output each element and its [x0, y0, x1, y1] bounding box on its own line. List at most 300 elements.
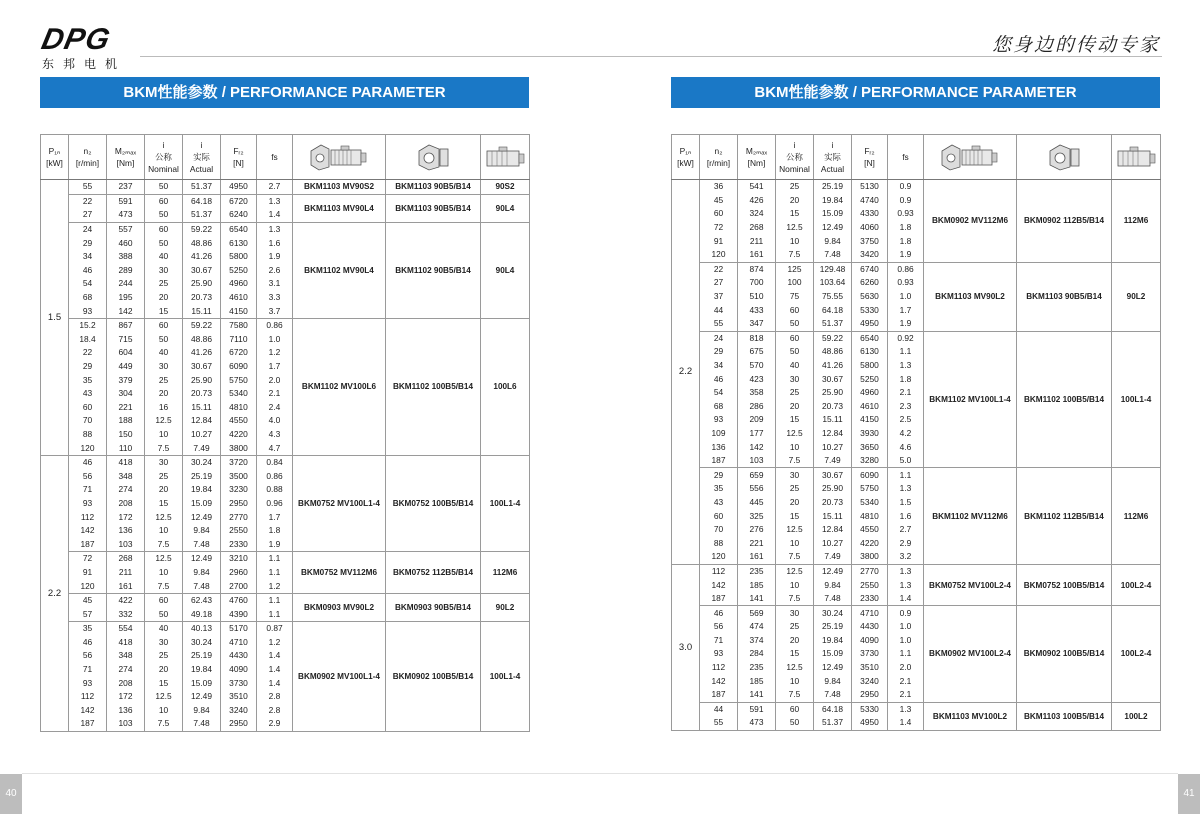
table-cell: 818 [738, 331, 776, 345]
table-cell: 211 [738, 234, 776, 248]
table-cell: 3500 [221, 469, 257, 483]
table-cell: 1.1 [888, 345, 924, 359]
table-cell: 1.8 [257, 524, 293, 538]
motor-model: 112M6 [481, 552, 530, 594]
table-row [672, 180, 1161, 194]
gearmotor-icon [309, 143, 369, 171]
table-cell: 1.1 [257, 593, 293, 607]
table-cell: 304 [107, 387, 145, 401]
table-cell: 25.90 [183, 277, 221, 291]
table-cell: 50 [145, 180, 183, 195]
table-cell: 29 [69, 360, 107, 374]
table-cell: 70 [700, 523, 738, 537]
table-cell: 4090 [852, 634, 888, 648]
table-cell: 675 [738, 345, 776, 359]
table-cell: 29 [700, 345, 738, 359]
table-row [672, 262, 1161, 276]
table-cell: 41.26 [183, 346, 221, 360]
table-cell: 1.5 [888, 496, 924, 510]
table-cell: 46 [69, 636, 107, 650]
table-cell: 4950 [221, 180, 257, 195]
table-cell: 1.3 [888, 578, 924, 592]
table-cell: 460 [107, 236, 145, 250]
table-cell: 0.86 [257, 469, 293, 483]
table-cell: 0.84 [257, 455, 293, 469]
table-cell: 40 [776, 359, 814, 373]
gearmotor-model: BKM1102 MV90L4 [293, 222, 386, 318]
table-cell: 22 [69, 346, 107, 360]
table-cell: 6720 [221, 346, 257, 360]
table-cell: 4740 [852, 194, 888, 208]
logo-mark: DPG [38, 23, 114, 56]
table-cell: 0.86 [888, 262, 924, 276]
table-cell: 235 [738, 661, 776, 675]
table-cell: 10 [776, 674, 814, 688]
table-cell: 332 [107, 607, 145, 621]
table-cell: 10.27 [183, 428, 221, 442]
table-cell: 7.48 [183, 717, 221, 731]
col-ratio-actual: i 实际 Actual [183, 135, 221, 180]
table-cell: 60 [776, 303, 814, 317]
table-cell: 2.9 [888, 536, 924, 550]
table-cell: 7.48 [814, 592, 852, 606]
table-cell: 7.5 [776, 592, 814, 606]
table-cell: 51.37 [183, 180, 221, 195]
table-cell: 2950 [852, 688, 888, 702]
table-cell: 15 [145, 676, 183, 690]
table-cell: 10 [145, 524, 183, 538]
table-cell: 141 [738, 592, 776, 606]
table-cell: 4550 [221, 414, 257, 428]
table-cell: 103 [107, 717, 145, 731]
motor-model: 90L4 [481, 194, 530, 222]
table-cell: 3800 [852, 550, 888, 564]
table-cell: 9.84 [183, 524, 221, 538]
table-cell: 221 [107, 401, 145, 415]
table-cell: 37 [700, 290, 738, 304]
table-cell: 15 [776, 413, 814, 427]
table-cell: 7.5 [776, 454, 814, 468]
table-cell: 44 [700, 702, 738, 716]
table-cell: 15.11 [814, 509, 852, 523]
table-cell: 1.2 [257, 579, 293, 593]
gearmotor-model: BKM0752 MV112M6 [293, 552, 386, 594]
table-cell: 25 [776, 482, 814, 496]
gearmotor-model: BKM0902 MV112M6 [924, 180, 1017, 263]
table-cell: 379 [107, 373, 145, 387]
table-cell: 40 [145, 622, 183, 636]
table-cell: 25.90 [814, 386, 852, 400]
table-cell: 2.6 [257, 264, 293, 278]
table-cell: 35 [69, 622, 107, 636]
table-cell: 3930 [852, 427, 888, 441]
table-cell: 268 [107, 552, 145, 566]
table-cell: 12.5 [776, 221, 814, 235]
table-cell: 25 [776, 386, 814, 400]
table-cell: 12.5 [145, 552, 183, 566]
table-cell: 29 [69, 236, 107, 250]
table-cell: 1.0 [888, 634, 924, 648]
table-cell: 41.26 [814, 359, 852, 373]
table-cell: 187 [69, 717, 107, 731]
table-cell: 25 [145, 649, 183, 663]
table-cell: 867 [107, 318, 145, 332]
table-cell: 4220 [221, 428, 257, 442]
table-cell: 1.9 [257, 250, 293, 264]
table-cell: 3.7 [257, 304, 293, 318]
table-cell: 1.3 [888, 482, 924, 496]
table-cell: 60 [69, 401, 107, 415]
table-cell: 46 [700, 606, 738, 620]
table-cell: 2770 [852, 564, 888, 578]
table-cell: 12.49 [814, 564, 852, 578]
motor-model: 100L1-4 [481, 455, 530, 551]
table-cell: 24 [700, 331, 738, 345]
table-cell: 20 [145, 387, 183, 401]
table-cell: 172 [107, 690, 145, 704]
col-torque: M₂ₘₐₓ [Nm] [738, 135, 776, 180]
table-cell: 56 [700, 620, 738, 634]
gearmotor-model: BKM1103 MV90L4 [293, 194, 386, 222]
table-cell: 15 [776, 647, 814, 661]
table-cell: 110 [107, 441, 145, 455]
table-cell: 4810 [221, 401, 257, 415]
table-cell: 7580 [221, 318, 257, 332]
table-cell: 72 [700, 221, 738, 235]
table-cell: 60 [776, 702, 814, 716]
gearmotor-model: BKM1102 MV112M6 [924, 468, 1017, 564]
table-row [41, 318, 530, 332]
table-cell: 325 [738, 509, 776, 523]
table-cell: 4760 [221, 593, 257, 607]
table-cell: 45 [700, 194, 738, 208]
table-cell: 30.67 [183, 360, 221, 374]
table-cell: 88 [69, 428, 107, 442]
table-cell: 324 [738, 207, 776, 221]
table-cell: 2700 [221, 579, 257, 593]
reducer-model: BKM1103 90B5/B14 [1017, 262, 1112, 331]
table-cell: 25 [776, 620, 814, 634]
table-cell: 4610 [852, 400, 888, 414]
table-cell: 25.19 [183, 469, 221, 483]
table-cell: 7.5 [145, 579, 183, 593]
table-cell: 348 [107, 649, 145, 663]
table-cell: 4.0 [257, 414, 293, 428]
table-row [41, 552, 530, 566]
table-cell: 55 [69, 180, 107, 195]
table-cell: 46 [700, 372, 738, 386]
table-cell: 3650 [852, 440, 888, 454]
table-cell: 30.67 [814, 468, 852, 482]
table-cell: 569 [738, 606, 776, 620]
table-cell: 2.3 [888, 400, 924, 414]
table-cell: 141 [738, 688, 776, 702]
table-cell: 54 [69, 277, 107, 291]
table-cell: 56 [69, 469, 107, 483]
table-cell: 1.1 [257, 566, 293, 580]
table-cell: 59.22 [814, 331, 852, 345]
table-cell: 40 [145, 346, 183, 360]
table-cell: 700 [738, 276, 776, 290]
table-cell: 50 [145, 607, 183, 621]
table-cell: 15.11 [183, 401, 221, 415]
table-cell: 59.22 [183, 318, 221, 332]
table-cell: 541 [738, 180, 776, 194]
gearmotor-model: BKM0902 MV100L2-4 [924, 606, 1017, 702]
table-cell: 4090 [221, 663, 257, 677]
table-cell: 40.13 [183, 622, 221, 636]
table-cell: 4610 [221, 291, 257, 305]
col-ratio-nominal: i 公称 Nominal [145, 135, 183, 180]
col-reducer [386, 135, 481, 180]
power-cell: 3.0 [672, 564, 700, 730]
table-cell: 25 [776, 180, 814, 194]
table-cell: 211 [107, 566, 145, 580]
table-cell: 4950 [852, 317, 888, 331]
table-cell: 43 [700, 496, 738, 510]
col-ratio-actual: i 实际 Actual [814, 135, 852, 180]
reducer-model: BKM0752 100B5/B14 [386, 455, 481, 551]
table-cell: 20 [776, 194, 814, 208]
table-cell: 50 [145, 236, 183, 250]
table-cell: 1.3 [257, 222, 293, 236]
table-cell: 426 [738, 194, 776, 208]
gearmotor-model: BKM0902 MV100L1-4 [293, 622, 386, 732]
table-cell: 3510 [852, 661, 888, 675]
table-cell: 60 [145, 194, 183, 208]
table-cell: 50 [776, 716, 814, 730]
table-cell: 3.2 [888, 550, 924, 564]
table-cell: 22 [700, 262, 738, 276]
table-cell: 1.6 [257, 236, 293, 250]
table-cell: 1.0 [888, 290, 924, 304]
table-cell: 1.4 [257, 208, 293, 222]
page-number-right: 41 [1178, 774, 1200, 814]
table-cell: 3240 [221, 704, 257, 718]
table-cell: 62.43 [183, 593, 221, 607]
table-cell: 27 [700, 276, 738, 290]
table-cell: 15.09 [183, 497, 221, 511]
table-cell: 4960 [221, 277, 257, 291]
gearmotor-model: BKM1103 MV90S2 [293, 180, 386, 195]
table-cell: 50 [776, 317, 814, 331]
table-cell: 59.22 [183, 222, 221, 236]
table-cell: 34 [700, 359, 738, 373]
company-logo [38, 23, 138, 72]
table-cell: 237 [107, 180, 145, 195]
table-cell: 72 [69, 552, 107, 566]
table-cell: 2.5 [888, 413, 924, 427]
table-cell: 10 [145, 566, 183, 580]
table-cell: 0.86 [257, 318, 293, 332]
reducer-model: BKM1103 90B5/B14 [386, 194, 481, 222]
table-cell: 1.6 [888, 509, 924, 523]
table-cell: 3750 [852, 234, 888, 248]
table-cell: 358 [738, 386, 776, 400]
table-cell: 120 [700, 550, 738, 564]
table-cell: 187 [69, 537, 107, 551]
table-cell: 1.3 [888, 564, 924, 578]
table-cell: 3230 [221, 483, 257, 497]
table-cell: 19.84 [814, 194, 852, 208]
table-cell: 284 [738, 647, 776, 661]
table-cell: 570 [738, 359, 776, 373]
table-cell: 3240 [852, 674, 888, 688]
table-cell: 5750 [852, 482, 888, 496]
table-cell: 30 [776, 372, 814, 386]
table-cell: 449 [107, 360, 145, 374]
table-cell: 30 [145, 360, 183, 374]
table-cell: 75 [776, 290, 814, 304]
table-cell: 2.8 [257, 690, 293, 704]
table-cell: 75.55 [814, 290, 852, 304]
table-cell: 112 [700, 661, 738, 675]
table-cell: 5800 [852, 359, 888, 373]
motor-model: 112M6 [1112, 180, 1161, 263]
table-cell: 5250 [221, 264, 257, 278]
table-cell: 10 [776, 578, 814, 592]
power-cell: 2.2 [672, 180, 700, 565]
table-cell: 1.4 [257, 649, 293, 663]
table-cell: 5750 [221, 373, 257, 387]
table-cell: 1.1 [888, 647, 924, 661]
table-cell: 20 [145, 291, 183, 305]
table-cell: 50 [145, 333, 183, 347]
reducer-model: BKM0752 112B5/B14 [386, 552, 481, 594]
table-cell: 91 [69, 566, 107, 580]
table-cell: 10 [776, 536, 814, 550]
table-cell: 286 [738, 400, 776, 414]
table-cell: 25.19 [183, 649, 221, 663]
table-cell: 12.49 [814, 661, 852, 675]
table-cell: 3210 [221, 552, 257, 566]
table-cell: 2.7 [257, 180, 293, 195]
table-cell: 27 [69, 208, 107, 222]
table-cell: 5330 [852, 303, 888, 317]
table-cell: 20.73 [183, 387, 221, 401]
table-cell: 112 [69, 510, 107, 524]
table-cell: 93 [700, 413, 738, 427]
table-cell: 2770 [221, 510, 257, 524]
table-cell: 103 [107, 537, 145, 551]
table-cell: 1.1 [257, 607, 293, 621]
table-cell: 5250 [852, 372, 888, 386]
table-cell: 1.7 [888, 303, 924, 317]
table-cell: 30.67 [183, 264, 221, 278]
table-cell: 185 [738, 578, 776, 592]
motor-model: 100L2 [1112, 702, 1161, 730]
table-cell: 30 [145, 455, 183, 469]
table-cell: 161 [107, 579, 145, 593]
table-cell: 3.1 [257, 277, 293, 291]
slogan: 您身边的传动专家 [991, 34, 1160, 56]
table-row [41, 222, 530, 236]
table-cell: 1.2 [257, 346, 293, 360]
table-cell: 0.93 [888, 207, 924, 221]
table-cell: 70 [69, 414, 107, 428]
reducer-model: BKM1103 100B5/B14 [1017, 702, 1112, 730]
motor-model: 100L1-4 [481, 622, 530, 732]
table-cell: 4.6 [888, 440, 924, 454]
table-cell: 10.27 [814, 536, 852, 550]
table-cell: 188 [107, 414, 145, 428]
table-cell: 15 [145, 304, 183, 318]
table-cell: 5130 [852, 180, 888, 194]
motor-model: 90L2 [481, 593, 530, 621]
table-cell: 5.0 [888, 454, 924, 468]
table-cell: 2.1 [888, 386, 924, 400]
table-cell: 4430 [221, 649, 257, 663]
table-cell: 142 [107, 304, 145, 318]
table-cell: 150 [107, 428, 145, 442]
table-row [672, 564, 1161, 578]
table-cell: 125 [776, 262, 814, 276]
table-cell: 1.9 [888, 248, 924, 262]
table-cell: 25 [145, 469, 183, 483]
table-cell: 25.90 [183, 373, 221, 387]
table-cell: 1.2 [257, 636, 293, 650]
power-cell: 1.5 [41, 180, 69, 456]
table-cell: 88 [700, 536, 738, 550]
table-cell: 208 [107, 676, 145, 690]
table-cell: 604 [107, 346, 145, 360]
table-cell: 1.0 [888, 620, 924, 634]
table-cell: 1.4 [257, 663, 293, 677]
table-cell: 10.27 [814, 440, 852, 454]
table-cell: 7.48 [814, 248, 852, 262]
table-cell: 2.8 [257, 704, 293, 718]
table-cell: 274 [107, 663, 145, 677]
reducer-icon [413, 143, 453, 171]
table-cell: 22 [69, 194, 107, 208]
table-cell: 1.4 [888, 592, 924, 606]
table-cell: 244 [107, 277, 145, 291]
table-cell: 209 [738, 413, 776, 427]
table-cell: 30 [776, 606, 814, 620]
table-cell: 30.24 [814, 606, 852, 620]
table-cell: 289 [107, 264, 145, 278]
gearmotor-model: BKM1103 MV100L2 [924, 702, 1017, 730]
power-cell: 2.2 [41, 455, 69, 731]
table-cell: 12.49 [183, 510, 221, 524]
table-cell: 177 [738, 427, 776, 441]
col-motor [1112, 135, 1161, 180]
col-power: P₁ₙ [kW] [672, 135, 700, 180]
performance-table-right [671, 134, 1161, 731]
table-cell: 1.7 [257, 360, 293, 374]
table-cell: 93 [700, 647, 738, 661]
table-cell: 473 [107, 208, 145, 222]
table-cell: 1.1 [257, 552, 293, 566]
table-cell: 35 [700, 482, 738, 496]
table-cell: 44 [700, 303, 738, 317]
table-row [672, 702, 1161, 716]
motor-model: 90L4 [481, 222, 530, 318]
table-cell: 10 [145, 704, 183, 718]
reducer-model: BKM1102 90B5/B14 [386, 222, 481, 318]
col-service-factor: fs [888, 135, 924, 180]
table-cell: 112 [700, 564, 738, 578]
table-cell: 36 [700, 180, 738, 194]
reducer-icon [1044, 143, 1084, 171]
table-cell: 4330 [852, 207, 888, 221]
col-ratio-nominal: i 公称 Nominal [776, 135, 814, 180]
col-speed: n₂ [r/min] [700, 135, 738, 180]
table-cell: 474 [738, 620, 776, 634]
table-cell: 2.4 [257, 401, 293, 415]
table-cell: 109 [700, 427, 738, 441]
table-cell: 4430 [852, 620, 888, 634]
